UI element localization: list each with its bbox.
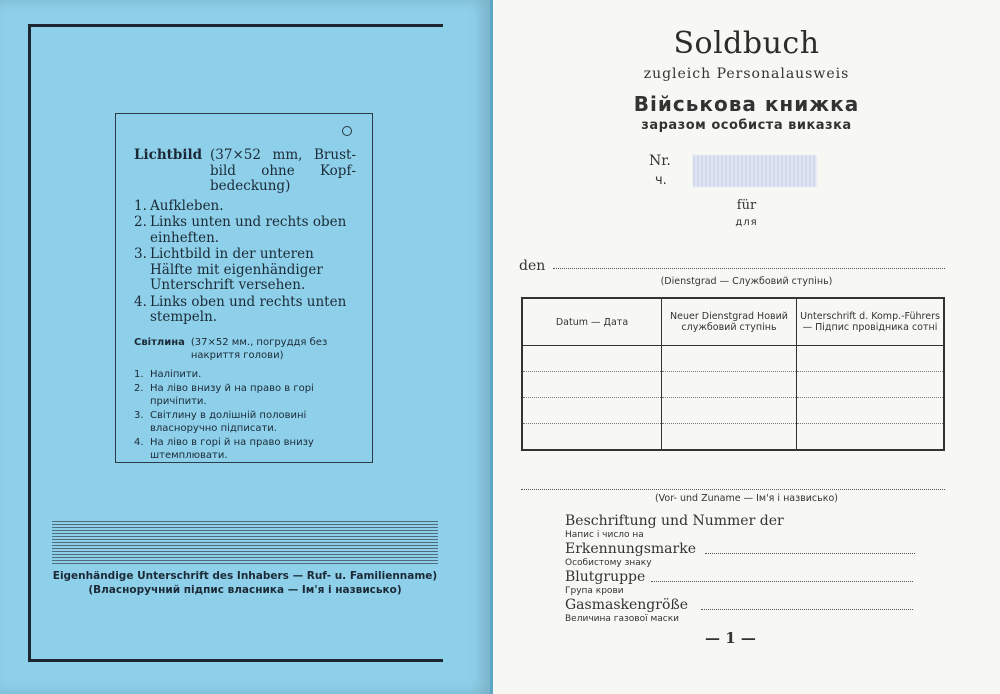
photo-spec-uk: (37×52 мм., погруддя без накриття голови) bbox=[190, 337, 328, 361]
list-item: 4. На ліво в горі й на право внизу штемплювати. bbox=[134, 437, 314, 461]
list-item: 1. Наліпити. bbox=[134, 369, 202, 380]
photo-hole-icon bbox=[342, 126, 352, 136]
signature-lines bbox=[52, 521, 438, 566]
field-label-inscription: Beschriftung und Nummer der bbox=[565, 513, 784, 529]
field-label-blood-group-uk: Група крови bbox=[565, 586, 624, 596]
signature-caption-uk: (Власноручний підпис власника — Ім'я і назвисько) bbox=[88, 584, 402, 596]
list-item: 4. Links oben und rechts unten stempeln. bbox=[134, 293, 347, 325]
table-row bbox=[522, 346, 944, 372]
table-cell[interactable] bbox=[662, 398, 797, 424]
table-cell[interactable] bbox=[522, 372, 662, 398]
photo-label-de: Lichtbild bbox=[134, 147, 203, 163]
frame-top-line bbox=[28, 24, 443, 27]
gas-mask-dotted-line[interactable] bbox=[701, 609, 913, 610]
left-page bbox=[0, 0, 493, 694]
page-subtitle-uk: заразом особиста виказка bbox=[641, 118, 852, 133]
list-item: 1. Aufkleben. bbox=[134, 197, 224, 214]
table-cell[interactable] bbox=[797, 398, 945, 424]
page-number: — 1 — bbox=[705, 629, 756, 647]
frame-bottom-line bbox=[28, 659, 443, 662]
table-cell[interactable] bbox=[797, 346, 945, 372]
for-label: für bbox=[736, 198, 757, 213]
table-row bbox=[522, 372, 944, 398]
id-tag-dotted-line[interactable] bbox=[705, 553, 915, 554]
list-item: 2. Links unten und rechts oben einheften. bbox=[134, 214, 347, 246]
list-item: 3. Lichtbild in der unteren Hälfte mit eigenhändiger Unterschrift versehen. bbox=[134, 246, 323, 293]
photo-instructions-uk bbox=[134, 336, 356, 462]
photo-box bbox=[115, 113, 373, 463]
rank-caption: (Dienstgrad — Службовий ступінь) bbox=[660, 276, 833, 287]
table-header-signature: Unterschrift d. Komp.-Führers — Підпис провідника сотні bbox=[797, 298, 945, 346]
rank-dotted-line[interactable] bbox=[553, 268, 945, 269]
rank-table bbox=[521, 297, 945, 451]
table-cell[interactable] bbox=[522, 424, 662, 451]
name-dotted-line[interactable] bbox=[521, 489, 945, 490]
field-label-gas-mask: Gasmaskengröße bbox=[565, 597, 689, 613]
table-row bbox=[522, 398, 944, 424]
photo-label-uk: Світлина bbox=[134, 337, 185, 348]
table-header-new-rank: Neuer Dienstgrad Новий службовий ступінь bbox=[662, 298, 797, 346]
page-title-uk: Військова книжка bbox=[633, 92, 860, 116]
number-label: Nr. bbox=[649, 153, 671, 169]
number-label-uk: ч. bbox=[655, 173, 667, 188]
list-item: 3. Світлину в долішній половині власноручно підписати. bbox=[134, 410, 307, 434]
field-label-inscription-uk: Напис і число на bbox=[565, 530, 644, 540]
for-label-uk: для bbox=[735, 217, 758, 228]
right-page bbox=[493, 0, 1000, 694]
field-label-id-tag-uk: Особистому знаку bbox=[565, 558, 652, 568]
photo-instructions-de bbox=[134, 148, 356, 326]
name-caption: (Vor- und Zuname — Ім'я і назвисько) bbox=[654, 493, 839, 504]
den-label: den bbox=[519, 258, 546, 274]
table-cell[interactable] bbox=[797, 424, 945, 451]
table-cell[interactable] bbox=[522, 346, 662, 372]
redacted-number bbox=[693, 155, 817, 187]
field-label-gas-mask-uk: Величина газової маски bbox=[565, 614, 679, 624]
table-header-row bbox=[522, 298, 944, 346]
blood-group-dotted-line[interactable] bbox=[651, 581, 913, 582]
page-subtitle: zugleich Personalausweis bbox=[643, 66, 850, 82]
table-cell[interactable] bbox=[522, 398, 662, 424]
table-cell[interactable] bbox=[662, 372, 797, 398]
list-item: 2. На ліво внизу й на право в горі причіпити. bbox=[134, 383, 314, 407]
table-cell[interactable] bbox=[662, 346, 797, 372]
table-row bbox=[522, 424, 944, 451]
table-header-date: Datum — Дата bbox=[522, 298, 662, 346]
photo-spec-de: (37×52 mm, Brustbild ohne Kopfbedeckung) bbox=[210, 147, 356, 194]
frame-left-line bbox=[28, 24, 31, 662]
table-cell[interactable] bbox=[662, 424, 797, 451]
signature-caption-de: Eigenhändige Unterschrift des Inhabers — Ruf- u. Familienname) bbox=[52, 570, 438, 582]
field-label-blood-group: Blutgruppe bbox=[565, 569, 646, 585]
field-label-id-tag: Erkennungsmarke bbox=[565, 541, 696, 557]
table-cell[interactable] bbox=[797, 372, 945, 398]
page-title: Soldbuch bbox=[673, 26, 820, 61]
